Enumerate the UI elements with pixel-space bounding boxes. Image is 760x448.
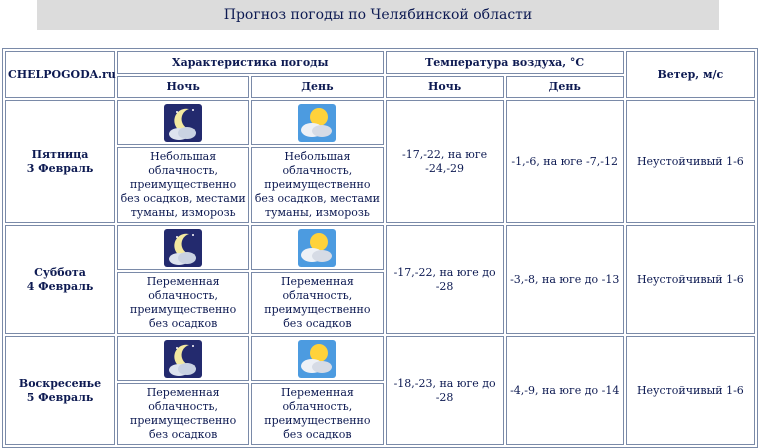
forecast-table [2, 48, 758, 448]
day-icon-cell [251, 100, 383, 145]
day-date: 3 Февраль [26, 161, 94, 175]
temp-night-cell: -17,-22, на юге -24,-29 [386, 100, 504, 223]
day-name: Суббота [34, 265, 86, 279]
night-icon-cell [117, 336, 249, 381]
temp-day-cell: -3,-8, на юге до -13 [506, 225, 624, 334]
temp-day-cell: -4,-9, на юге до -14 [506, 336, 624, 445]
night-icon-cell [117, 100, 249, 145]
page-title: Прогноз погоды по Челябинской области [223, 7, 533, 23]
sun-cloud-icon [297, 103, 337, 143]
night-description: Небольшая облачность, преимущественно без осадков, местами туманы, изморозь [117, 147, 249, 223]
day-label-cell [5, 100, 115, 223]
wind-cell: Неустойчивый 1-6 [626, 100, 755, 223]
night-icon-cell [117, 225, 249, 270]
day-name: Пятница [31, 147, 89, 161]
wind-cell: Неустойчивый 1-6 [626, 225, 755, 334]
night-description: Переменная облачность, преимущественно без осадков [117, 383, 249, 445]
day-icon-cell [251, 225, 383, 270]
day-icon-cell [251, 336, 383, 381]
header-weather: Характеристика погоды [117, 51, 384, 74]
page-title-bar [37, 0, 719, 30]
wind-cell: Неустойчивый 1-6 [626, 336, 755, 445]
day-label-cell [5, 225, 115, 334]
day-name: Воскресенье [18, 376, 102, 390]
subheader-day-weather: День [251, 76, 383, 98]
day-date: 4 Февраль [26, 279, 94, 293]
header-wind: Ветер, м/с [626, 51, 755, 98]
moon-cloud-icon [163, 228, 203, 268]
subheader-night-temp: Ночь [386, 76, 504, 98]
subheader-night-weather: Ночь [117, 76, 249, 98]
sun-cloud-icon [297, 228, 337, 268]
temp-day-cell: -1,-6, на юге -7,-12 [506, 100, 624, 223]
temp-night-cell: -17,-22, на юге до -28 [386, 225, 504, 334]
day-description: Небольшая облачность, преимущественно без осадков, местами туманы, изморозь [251, 147, 383, 223]
day-description: Переменная облачность, преимущественно без осадков [251, 272, 383, 334]
day-date: 5 Февраль [26, 390, 94, 404]
brand-cell [5, 51, 115, 98]
subheader-day-temp: День [506, 76, 624, 98]
day-description: Переменная облачность, преимущественно без осадков [251, 383, 383, 445]
brand-label: CHELPOGODA.ru [8, 67, 116, 81]
header-temperature: Температура воздуха, °С [386, 51, 624, 74]
temp-night-cell: -18,-23, на юге до -28 [386, 336, 504, 445]
sun-cloud-icon [297, 339, 337, 379]
night-description: Переменная облачность, преимущественно без осадков [117, 272, 249, 334]
day-label-cell [5, 336, 115, 445]
moon-cloud-icon [163, 339, 203, 379]
moon-cloud-icon [163, 103, 203, 143]
